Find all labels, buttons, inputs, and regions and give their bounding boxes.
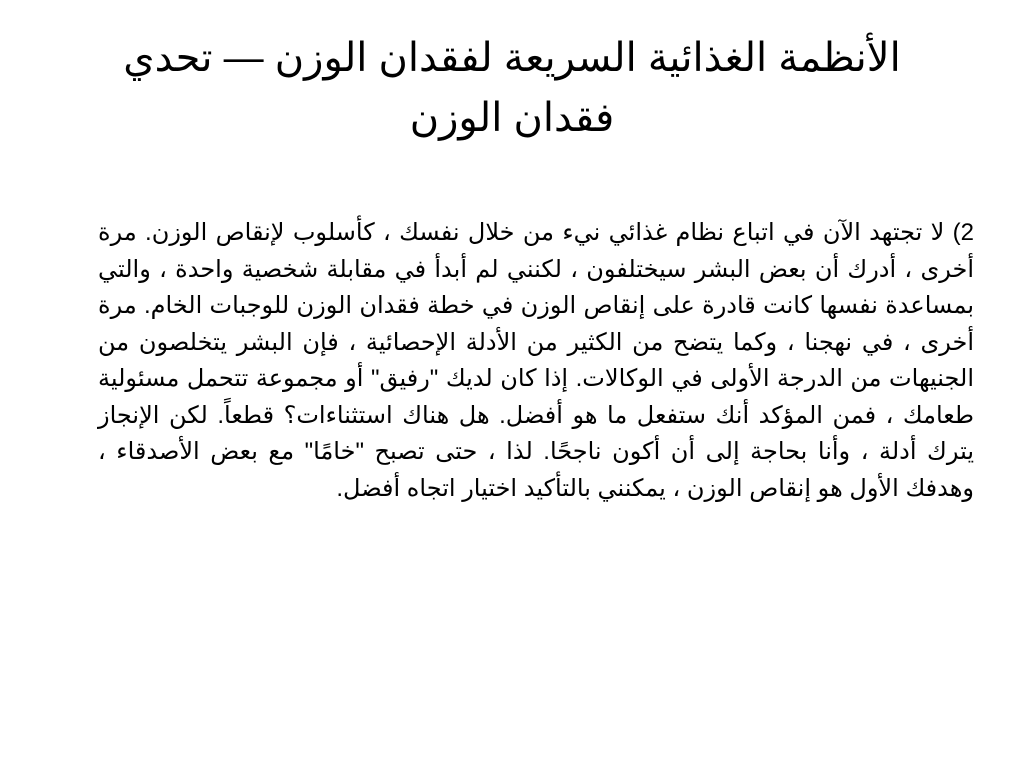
slide-title: الأنظمة الغذائية السريعة لفقدان الوزن — تحدي فقدان الوزن bbox=[123, 36, 901, 140]
slide-body-text: 2) لا تجتهد الآن في اتباع نظام غذائي نيء من خلال نفسك ، كأسلوب لإنقاص الوزن. مرة أخرى ، أدرك أن بعض البشر سيختلفون ، لكنني لم أبدأ في مقابلة شخصية واحدة ، والتي بمساعدة نفسها كانت قادرة على إنقاص الوزن في خطة فقدان الوزن للوجبات الخام. مرة أخرى ، في نهجنا ، وكما يتضح من الكثير من الأدلة الإحصائية ، فإن البشر يتخلصون من الجنيهات من الدرجة الأولى في الوكالات. إذا كان لديك "رفيق" أو مجموعة تتحمل مسئولية طعامك ، فمن المؤكد أنك ستفعل ما هو أفضل. هل هناك استثناءات؟ قطعاً. لكن الإنجاز يترك أدلة ، وأنا بحاجة إلى أن أكون ناجحًا. لذا ، حتى تصبح "خامًا" مع بعض الأصدقاء ، وهدفك الأول هو إنقاص الوزن ، يمكنني بالتأكيد اختيار اتجاه أفضل. bbox=[98, 219, 975, 502]
